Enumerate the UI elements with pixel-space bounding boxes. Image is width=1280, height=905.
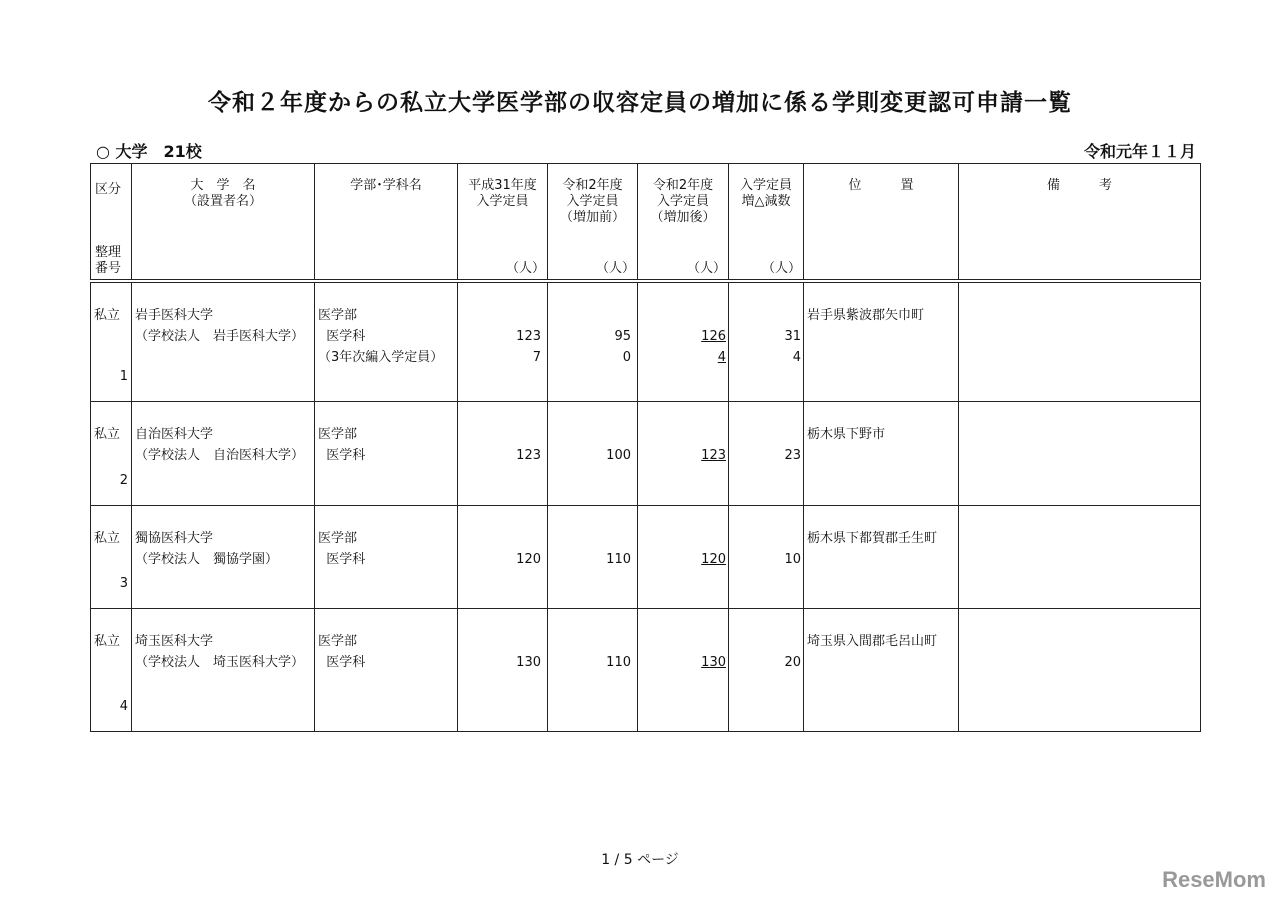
kubun-cell: 私立 3 bbox=[91, 505, 132, 608]
h31-cell: 130 bbox=[458, 608, 548, 731]
kubun-cell: 私立 4 bbox=[91, 608, 132, 731]
table-row bbox=[91, 281, 1201, 401]
table-row bbox=[91, 401, 1201, 505]
header-r2-after: 令和2年度 入学定員 （増加後） （人） bbox=[638, 164, 729, 282]
note-cell bbox=[959, 608, 1201, 731]
header-kubun: 区分 整理 番号 bbox=[91, 164, 132, 282]
page-number: 1 / 5 ページ bbox=[601, 852, 679, 868]
application-table bbox=[90, 163, 1201, 732]
dept-cell: 医学部 医学科 bbox=[315, 505, 458, 608]
univ-cell: 岩手医科大学 （学校法人 岩手医科大学） bbox=[132, 281, 315, 401]
diff-cell: 20 bbox=[729, 608, 804, 731]
dept-cell: 医学部 医学科 bbox=[315, 401, 458, 505]
header-dept: 学部･学科名 bbox=[315, 164, 458, 282]
r2a-cell: 120 bbox=[638, 505, 729, 608]
header-diff: 入学定員 増△減数 （人） bbox=[729, 164, 804, 282]
note-cell bbox=[959, 401, 1201, 505]
header-note: 備 考 bbox=[959, 164, 1201, 282]
header-location: 位 置 bbox=[804, 164, 959, 282]
location-cell: 埼玉県入間郡毛呂山町 bbox=[804, 608, 959, 731]
page-title: 令和２年度からの私立大学医学部の収容定員の増加に係る学則変更認可申請一覧 bbox=[208, 90, 1072, 116]
note-cell bbox=[959, 281, 1201, 401]
r2b-cell: 110 bbox=[548, 505, 638, 608]
document-date: 令和元年１１月 bbox=[1083, 142, 1196, 161]
r2a-cell: 126 4 bbox=[638, 281, 729, 401]
r2b-cell: 100 bbox=[548, 401, 638, 505]
dept-cell: 医学部 医学科 bbox=[315, 608, 458, 731]
dept-cell: 医学部 医学科 （3年次編入学定員） bbox=[315, 281, 458, 401]
diff-cell: 23 bbox=[729, 401, 804, 505]
diff-cell: 31 4 bbox=[729, 281, 804, 401]
table-row bbox=[91, 505, 1201, 608]
subtitle: ○ 大学 21校 bbox=[96, 142, 202, 161]
resemom-logo: ReseMom bbox=[1162, 867, 1266, 892]
univ-cell: 自治医科大学 （学校法人 自治医科大学） bbox=[132, 401, 315, 505]
kubun-cell: 私立 1 bbox=[91, 281, 132, 401]
note-cell bbox=[959, 505, 1201, 608]
kubun-cell: 私立 2 bbox=[91, 401, 132, 505]
header-r2-before: 令和2年度 入学定員 （増加前） （人） bbox=[548, 164, 638, 282]
location-cell: 岩手県紫波郡矢巾町 bbox=[804, 281, 959, 401]
h31-cell: 123 bbox=[458, 401, 548, 505]
header-h31: 平成31年度 入学定員 （人） bbox=[458, 164, 548, 282]
r2b-cell: 110 bbox=[548, 608, 638, 731]
location-cell: 栃木県下都賀郡壬生町 bbox=[804, 505, 959, 608]
h31-cell: 120 bbox=[458, 505, 548, 608]
r2a-cell: 123 bbox=[638, 401, 729, 505]
header-row bbox=[91, 164, 1201, 282]
univ-cell: 獨協医科大学 （学校法人 獨協学園） bbox=[132, 505, 315, 608]
r2b-cell: 95 0 bbox=[548, 281, 638, 401]
diff-cell: 10 bbox=[729, 505, 804, 608]
univ-cell: 埼玉医科大学 （学校法人 埼玉医科大学） bbox=[132, 608, 315, 731]
r2a-cell: 130 bbox=[638, 608, 729, 731]
h31-cell: 123 7 bbox=[458, 281, 548, 401]
location-cell: 栃木県下野市 bbox=[804, 401, 959, 505]
table-row bbox=[91, 608, 1201, 731]
header-univ: 大 学 名 （設置者名） bbox=[132, 164, 315, 282]
